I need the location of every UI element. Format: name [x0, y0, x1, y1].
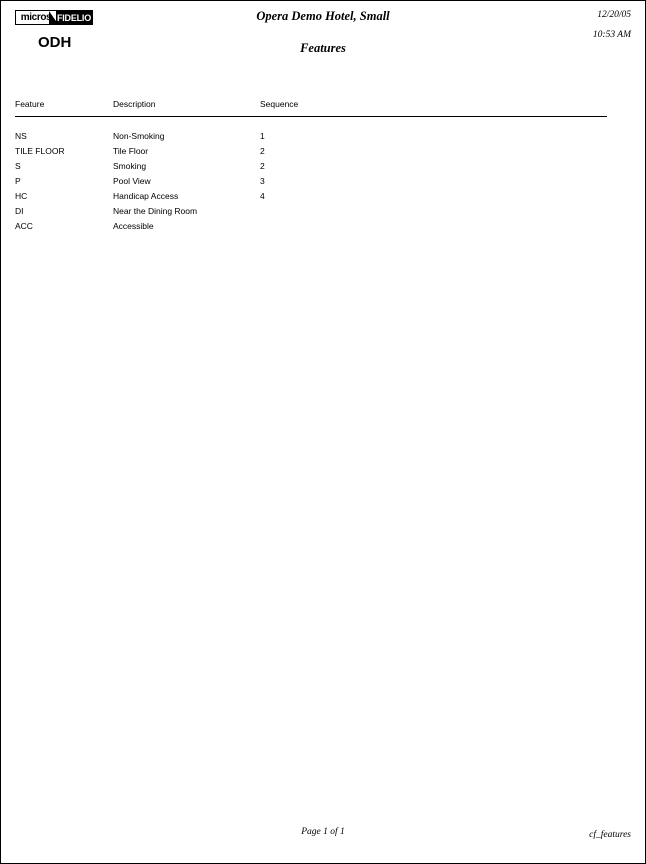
cell-feature: TILE FLOOR — [15, 146, 65, 156]
page-title: Features — [300, 41, 346, 55]
cell-feature: P — [15, 176, 21, 186]
table-row — [15, 217, 607, 232]
table-header-row — [15, 99, 607, 117]
table-row — [15, 187, 607, 202]
cell-sequence — [260, 202, 607, 217]
cell-sequence: 3 — [260, 176, 265, 186]
column-header-feature: Feature — [15, 99, 45, 109]
footer-page-number: Page 1 of 1 — [301, 827, 345, 837]
cell-sequence: 4 — [260, 191, 265, 201]
footer-file-name: cf_features — [589, 830, 631, 840]
cell-feature: NS — [15, 131, 27, 141]
column-header-description: Description — [113, 99, 156, 109]
table-row — [15, 202, 607, 217]
features-table-wrapper — [15, 99, 607, 232]
report-time: 10:53 AM — [592, 30, 631, 40]
report-date: 12/20/05 — [597, 10, 631, 20]
cell-description: Near the Dining Room — [113, 206, 198, 216]
logo-fidelio-text: FIDELIO — [56, 12, 92, 23]
cell-description: Handicap Access — [113, 191, 179, 201]
cell-feature: S — [15, 161, 21, 171]
cell-description: Tile Floor — [113, 146, 149, 156]
cell-description: Accessible — [113, 221, 154, 231]
cell-description: Non-Smoking — [113, 131, 165, 141]
table-body — [15, 117, 607, 232]
table-header — [15, 99, 607, 117]
cell-feature: DI — [15, 206, 24, 216]
cell-feature: HC — [15, 191, 28, 201]
logo-micros-text: micros — [20, 12, 52, 23]
cell-sequence: 1 — [260, 131, 265, 141]
table-row — [15, 117, 607, 142]
cell-sequence — [260, 217, 607, 232]
column-header-sequence: Sequence — [260, 99, 299, 109]
table-row — [15, 157, 607, 172]
table-row — [15, 172, 607, 187]
property-code: ODH — [38, 34, 72, 51]
cell-sequence: 2 — [260, 146, 265, 156]
cell-feature: ACC — [15, 221, 33, 231]
cell-sequence: 2 — [260, 161, 265, 171]
cell-description: Pool View — [113, 176, 151, 186]
cell-description: Smoking — [113, 161, 147, 171]
table-row — [15, 142, 607, 157]
features-table — [15, 99, 607, 232]
hotel-name: Opera Demo Hotel, Small — [256, 9, 390, 23]
